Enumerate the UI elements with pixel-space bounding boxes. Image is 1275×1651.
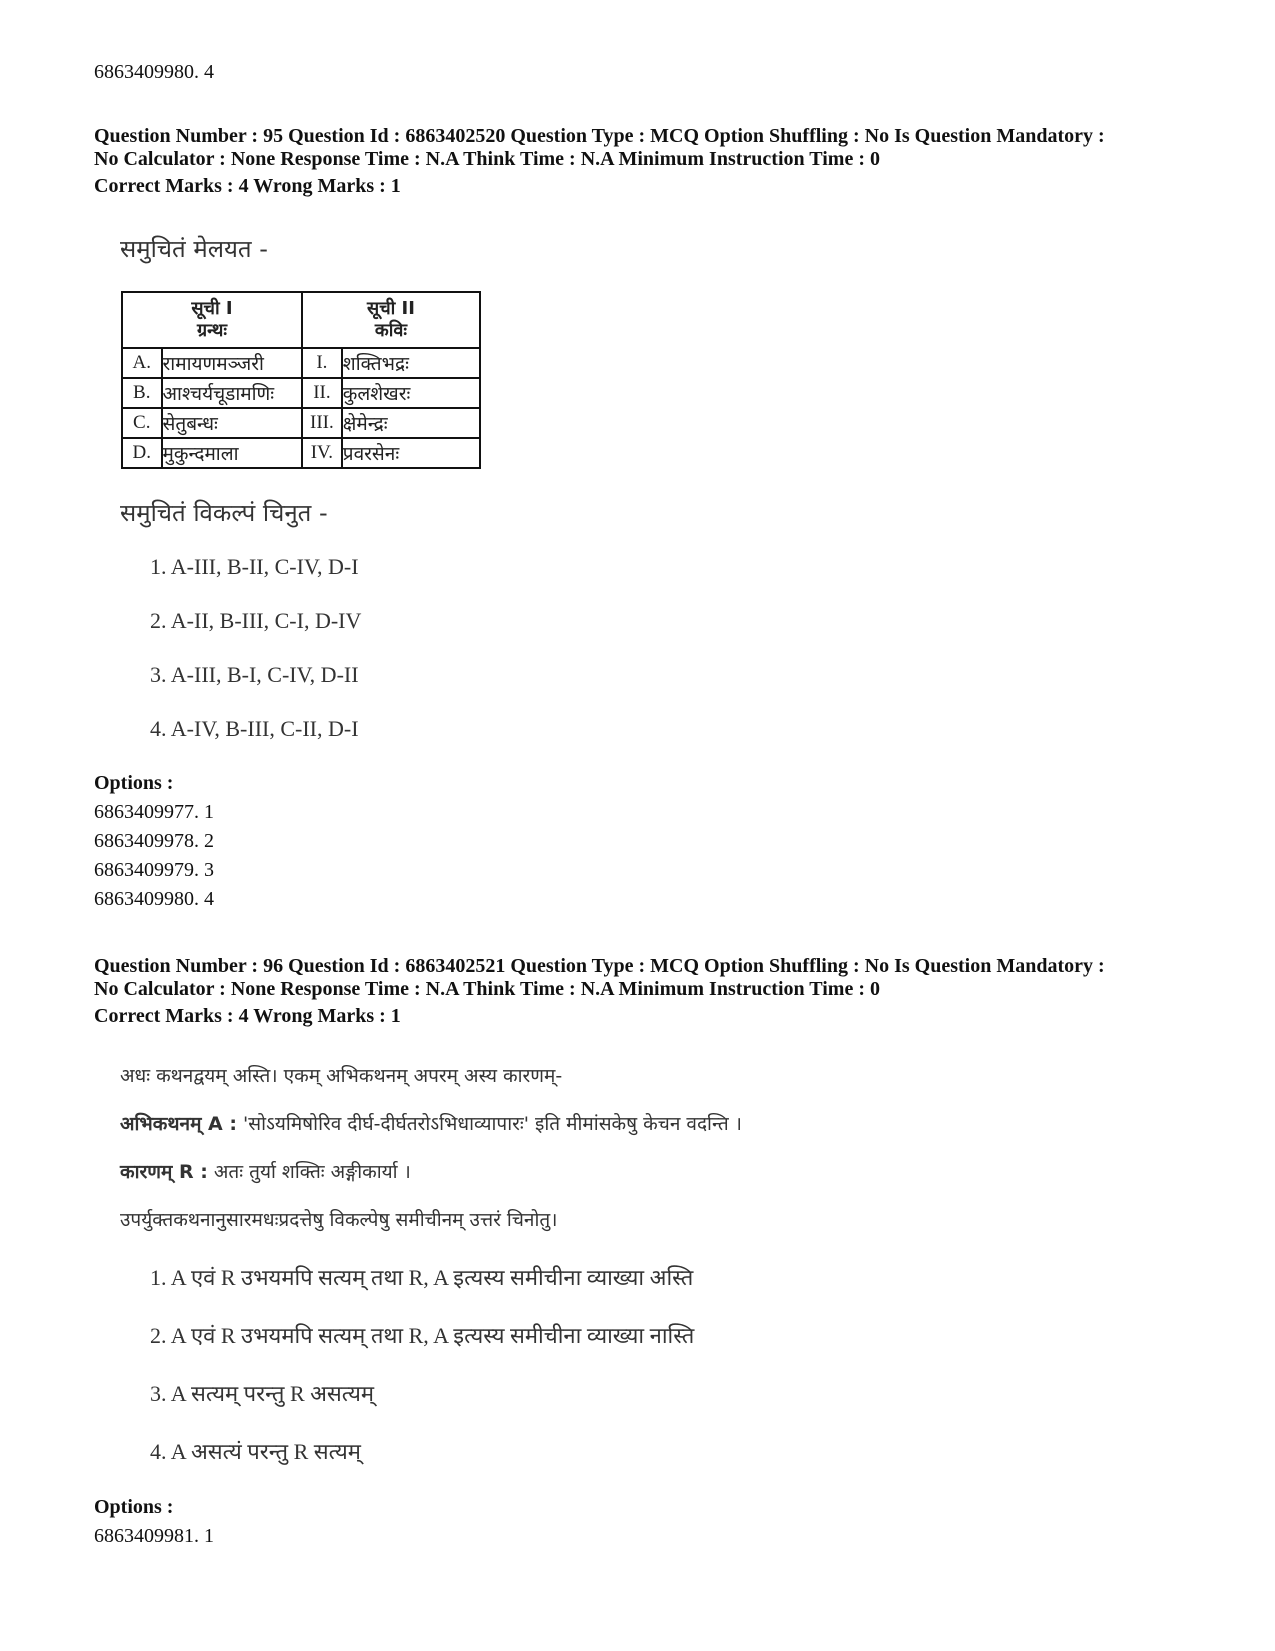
q95-choice-2: 2. A-II, B-III, C-I, D-IV	[150, 608, 362, 633]
row-label: B.	[122, 378, 162, 408]
q95-header-line2: No Calculator : None Response Time : N.A Think Time : N.A Minimum Instruction Time : 0	[94, 148, 880, 170]
list-2-subtitle: कविः	[374, 320, 408, 341]
row-label: II.	[302, 378, 342, 408]
q96-choice-4: 4. A असत्यं परन्तु R सत्यम्	[150, 1439, 361, 1464]
list-2-header	[302, 292, 480, 348]
row-label: A.	[122, 348, 162, 378]
list-1-title: सूची I	[191, 298, 233, 319]
list-1-header	[122, 292, 302, 348]
q96-choice-1: 1. A एवं R उभयमपि सत्यम् तथा R, A इत्यस्य समीचीना व्याख्या अस्ति	[150, 1265, 694, 1290]
q95-instruction: समुचितं मेलयत -	[120, 235, 268, 263]
q96-options-label: Options :	[94, 1496, 174, 1518]
table-row	[122, 348, 480, 378]
row-value: क्षेमेन्द्रः	[342, 408, 480, 438]
q95-option-2: 6863409978. 2	[94, 830, 214, 852]
q96-choice-2: 2. A एवं R उभयमपि सत्यम् तथा R, A इत्यस्य समीचीना व्याख्या नास्ति	[150, 1323, 695, 1348]
row-value: मुकुन्दमाला	[162, 438, 302, 468]
match-table-header	[122, 292, 480, 348]
q95-choose-instruction: समुचितं विकल्पं चिनुत -	[120, 499, 328, 527]
table-row	[122, 408, 480, 438]
reason-text: अतः तुर्या शक्तिः अङ्गीकार्या ।	[213, 1161, 411, 1183]
row-value: रामायणमञ्जरी	[162, 348, 302, 378]
match-table	[121, 291, 481, 469]
q96-marks: Correct Marks : 4 Wrong Marks : 1	[94, 1005, 401, 1027]
q96-option-1: 6863409981. 1	[94, 1525, 214, 1547]
q95-header-line1: Question Number : 95 Question Id : 6863402520 Question Type : MCQ Option Shuffling : No Is Question Mandatory :	[94, 125, 1105, 147]
q96-header-line1: Question Number : 96 Question Id : 6863402521 Question Type : MCQ Option Shuffling : No Is Question Mandatory :	[94, 955, 1105, 977]
q95-option-3: 6863409979. 3	[94, 859, 214, 881]
row-label: I.	[302, 348, 342, 378]
row-label: D.	[122, 438, 162, 468]
row-label: III.	[302, 408, 342, 438]
previous-option-line: 6863409980. 4	[94, 61, 214, 83]
row-label: C.	[122, 408, 162, 438]
assertion-text: 'सोऽयमिषोरिव दीर्घ-दीर्घतरोऽभिधाव्यापारः' इति मीमांसकेषु केचन वदन्ति ।	[243, 1113, 742, 1135]
q95-option-4: 6863409980. 4	[94, 888, 214, 910]
table-row	[122, 378, 480, 408]
assertion-label: अभिकथनम् A :	[120, 1113, 237, 1135]
row-value: सेतुबन्धः	[162, 408, 302, 438]
table-row	[122, 438, 480, 468]
row-label: IV.	[302, 438, 342, 468]
reason-label: कारणम् R :	[120, 1161, 208, 1183]
q95-choice-4: 4. A-IV, B-III, C-II, D-I	[150, 716, 359, 741]
q95-option-1: 6863409977. 1	[94, 801, 214, 823]
q96-choice-3: 3. A सत्यम् परन्तु R असत्यम्	[150, 1381, 375, 1406]
q95-options-label: Options :	[94, 772, 174, 794]
row-value: शक्तिभद्रः	[342, 348, 480, 378]
row-value: आश्चर्यचूडामणिः	[162, 378, 302, 408]
q95-choice-1: 1. A-III, B-II, C-IV, D-I	[150, 554, 359, 579]
q96-intro: अधः कथनद्वयम् अस्ति। एकम् अभिकथनम् अपरम् अस्य कारणम्-	[120, 1065, 563, 1087]
list-2-title: सूची II	[367, 298, 415, 319]
row-value: कुलशेखरः	[342, 378, 480, 408]
q96-assertion	[120, 1110, 742, 1136]
q96-reason	[120, 1158, 411, 1184]
q95-marks: Correct Marks : 4 Wrong Marks : 1	[94, 175, 401, 197]
row-value: प्रवरसेनः	[342, 438, 480, 468]
list-1-subtitle: ग्रन्थः	[196, 320, 228, 341]
q95-choice-3: 3. A-III, B-I, C-IV, D-II	[150, 662, 359, 687]
q96-direction: उपर्युक्तकथनानुसारमधःप्रदत्तेषु विकल्पेषु समीचीनम् उत्तरं चिनोतु।	[120, 1209, 558, 1231]
q96-header-line2: No Calculator : None Response Time : N.A Think Time : N.A Minimum Instruction Time : 0	[94, 978, 880, 1000]
